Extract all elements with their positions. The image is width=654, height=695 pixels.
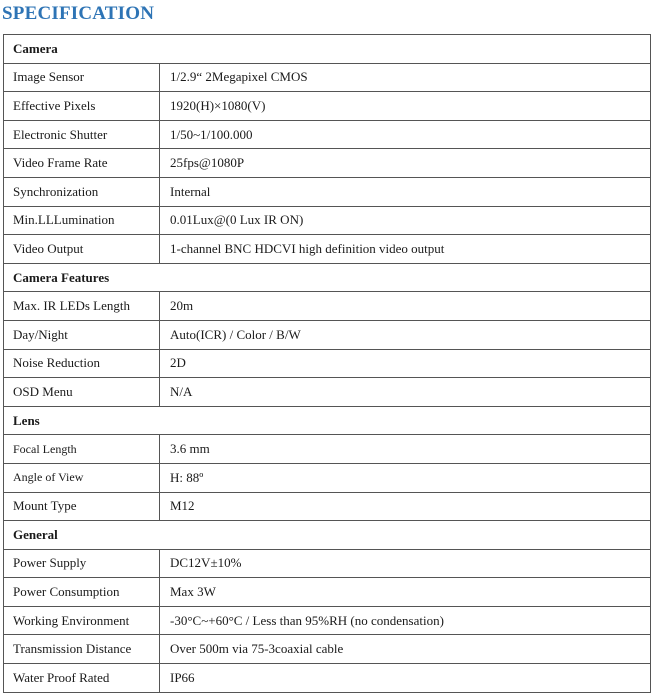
spec-row [4, 578, 651, 607]
spec-label: Focal Length [4, 435, 160, 464]
spec-label: Power Consumption [4, 578, 160, 607]
spec-label: Day/Night [4, 320, 160, 349]
spec-row [4, 149, 651, 178]
spec-label: Min.LLLumination [4, 206, 160, 235]
spec-value: Max 3W [160, 578, 651, 607]
page-title: SPECIFICATION [2, 3, 155, 24]
spec-row [4, 492, 651, 521]
spec-label: Synchronization [4, 177, 160, 206]
spec-row [4, 435, 651, 464]
section-header-row [4, 406, 651, 435]
spec-label: Working Environment [4, 606, 160, 635]
spec-value: IP66 [160, 664, 651, 693]
spec-value: DC12V±10% [160, 549, 651, 578]
spec-label: Water Proof Rated [4, 664, 160, 693]
spec-label: Noise Reduction [4, 349, 160, 378]
spec-label: OSD Menu [4, 378, 160, 407]
spec-value: 1920(H)×1080(V) [160, 92, 651, 121]
specification-table [3, 34, 651, 693]
spec-label: Video Output [4, 235, 160, 264]
spec-label: Effective Pixels [4, 92, 160, 121]
spec-value: 25fps@1080P [160, 149, 651, 178]
spec-row [4, 378, 651, 407]
spec-value: Internal [160, 177, 651, 206]
spec-value: -30°C~+60°C / Less than 95%RH (no condensation) [160, 606, 651, 635]
spec-value: 1/2.9“ 2Megapixel CMOS [160, 63, 651, 92]
section-heading-camera-features: Camera Features [4, 263, 651, 292]
spec-value: 2D [160, 349, 651, 378]
spec-row [4, 606, 651, 635]
spec-row [4, 349, 651, 378]
spec-row [4, 635, 651, 664]
spec-label: Video Frame Rate [4, 149, 160, 178]
spec-row [4, 463, 651, 492]
section-heading-camera: Camera [4, 35, 651, 64]
spec-row [4, 206, 651, 235]
spec-label: Max. IR LEDs Length [4, 292, 160, 321]
spec-row [4, 177, 651, 206]
spec-value: 20m [160, 292, 651, 321]
spec-row [4, 235, 651, 264]
spec-value: 3.6 mm [160, 435, 651, 464]
spec-value: Over 500m via 75-3coaxial cable [160, 635, 651, 664]
spec-value: Auto(ICR) / Color / B/W [160, 320, 651, 349]
section-header-row [4, 521, 651, 550]
spec-label: Mount Type [4, 492, 160, 521]
spec-row [4, 92, 651, 121]
spec-label: Image Sensor [4, 63, 160, 92]
spec-label: Angle of View [4, 463, 160, 492]
section-header-row [4, 263, 651, 292]
spec-row [4, 120, 651, 149]
spec-row [4, 320, 651, 349]
section-header-row [4, 35, 651, 64]
spec-label: Transmission Distance [4, 635, 160, 664]
spec-label: Electronic Shutter [4, 120, 160, 149]
spec-row [4, 292, 651, 321]
spec-value: H: 88º [160, 463, 651, 492]
spec-label: Power Supply [4, 549, 160, 578]
section-heading-general: General [4, 521, 651, 550]
section-heading-lens: Lens [4, 406, 651, 435]
spec-row [4, 664, 651, 693]
spec-value: N/A [160, 378, 651, 407]
spec-row [4, 549, 651, 578]
spec-row [4, 63, 651, 92]
spec-value: M12 [160, 492, 651, 521]
spec-value: 1/50~1/100.000 [160, 120, 651, 149]
spec-value: 0.01Lux@(0 Lux IR ON) [160, 206, 651, 235]
spec-value: 1-channel BNC HDCVI high definition video output [160, 235, 651, 264]
